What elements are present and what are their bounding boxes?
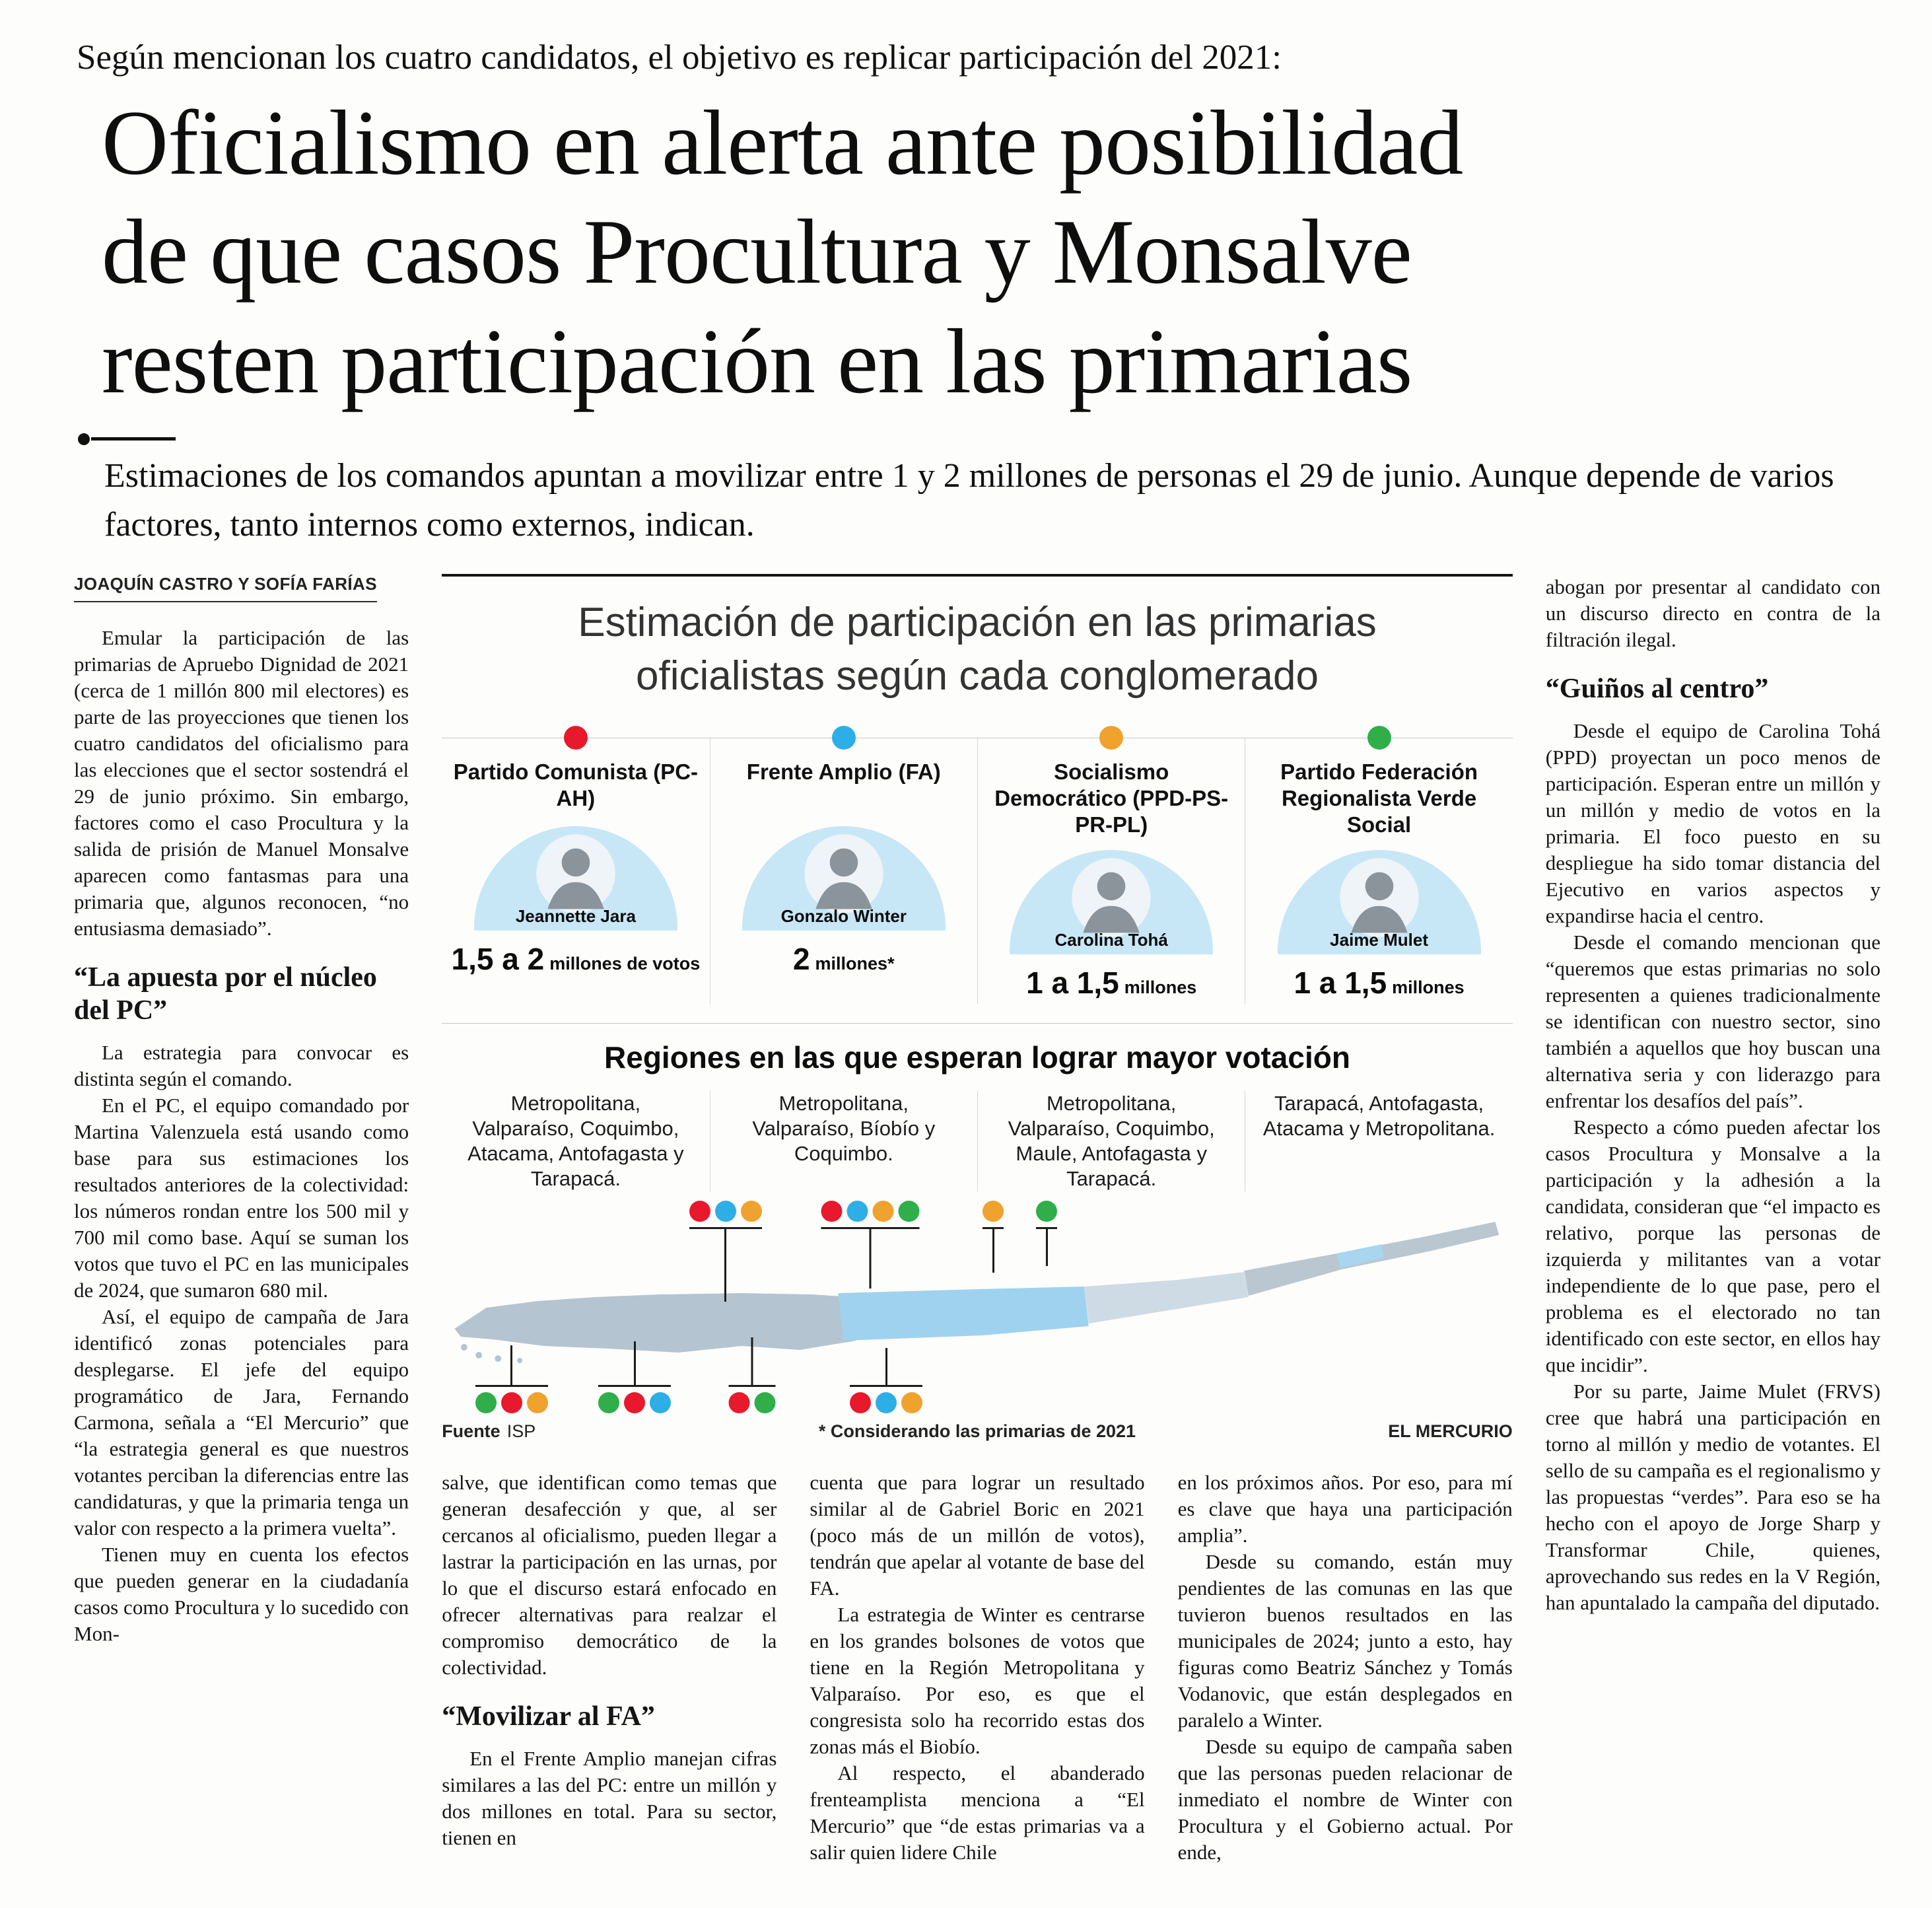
vote-dot	[901, 1392, 922, 1413]
regions-lists	[442, 1091, 1513, 1191]
body-paragraph: Tienen muy en cuenta los efectos que pueden generar en la ciudadanía casos como Procultura y lo sucedido con Mon-	[74, 1542, 409, 1645]
cluster-stem	[510, 1345, 512, 1385]
vote-dot	[1036, 1201, 1057, 1222]
body-paragraph: abogan por presentar al candidato con un discurso directo en contra de la filtración ilegal.	[1545, 575, 1880, 652]
map-dot-cluster	[850, 1348, 922, 1413]
party-color-dot	[1099, 726, 1123, 750]
rule-line	[91, 437, 176, 441]
body-paragraph: Por su parte, Jaime Mulet (FRVS) cree que habrá una participación en torno al millón y medio de votantes. El sello de su campaña es el regionalismo y las propuestas “verdes”. Para eso se ha hecho con el apoyo de Jorge Sharp y Transformar Chile, quienes, aprovechando sus redes en la V Región, han apuntalado la campaña del diputado.	[1545, 1380, 1880, 1615]
vote-dot	[876, 1392, 897, 1413]
votes-number: 1,5 a 2	[451, 941, 545, 976]
party-color-dot	[1367, 726, 1391, 750]
votes-estimate	[450, 941, 701, 977]
infographic-title-line: oficialistas según cada conglomerado	[636, 653, 1319, 699]
body-paragraph: La estrategia de Winter es centrarse en los grandes bolsones de votos que tiene en la Región Metropolitana y Valparaíso. Por eso, es que el congresista solo ha recorrido estas dos zonas más el Biobío.	[810, 1603, 1145, 1759]
person-silhouette-icon	[534, 831, 618, 916]
cluster-stem	[885, 1348, 887, 1385]
region-list-pc: Metropolitana, Valparaíso, Coquimbo, Atacama, Antofagasta y Tarapacá.	[467, 1092, 684, 1191]
candidate-photo	[1278, 850, 1481, 954]
votes-unit: millones	[1392, 977, 1465, 998]
body-paragraph: Así, el equipo de campaña de Jara identificó zonas potenciales para desplegarse. El jefe del equipo programático de Jara, Fernando Carmona, señala a “El Mercurio” que “la estrategia general es que nuestros votantes perciban la diferencias entre las candidaturas, y que la primaria tenga un valor con respecto a la primera vuelta”.	[74, 1304, 409, 1539]
map-dot-cluster	[1036, 1201, 1057, 1266]
vote-dot	[755, 1392, 776, 1413]
candidate-photo	[1010, 850, 1213, 954]
body-paragraph: salve, que identifican como temas que generan desafección y que, al ser cercanos al oficialismo, pueden llegar a lastrar la participación en las urnas, por lo que el discurso estará enfocado en ofrecer alternativas para realzar el compromiso democrático de la colectividad.	[442, 1471, 777, 1679]
body-paragraph: Respecto a cómo pueden afectar los casos Procultura y Monsalve a la participación y la adhesión a la candidata, consideran que “el impacto es relativo, porque las personas de izquierda y militantes van a votar independiente de lo que pase, pero el problema es el electorado no tan identificado con este sector, en ellos hay que incidir”.	[1545, 1115, 1880, 1377]
infographic	[442, 574, 1513, 1442]
body-paragraph: Al respecto, el abanderado frenteamplista menciona a “El Mercurio” que “de estas primarias va a salir quien lidere Chile	[810, 1761, 1145, 1864]
regions-section	[442, 1023, 1513, 1191]
headline-line: de que casos Procultura y Monsalve	[102, 201, 1412, 304]
vote-dot	[729, 1392, 750, 1413]
votes-number: 1 a 1,5	[1294, 966, 1387, 1001]
map-dot-cluster	[821, 1201, 919, 1289]
cluster-bracket	[598, 1385, 671, 1387]
votes-estimate	[1253, 965, 1504, 1001]
candidate-name: Carolina Tohá	[1054, 930, 1168, 950]
body-paragraph: Emular la participación de las primarias de Apruebo Dignidad de 2021 (cerca de 1 millón 800 mil electores) es parte de las proyecciones que tienen los cuatro candidatos del oficialismo para las elecciones que el sector sostendrá el 29 de junio próximo. Sin embargo, factores como el caso Procultura y la salida de prisión de Manuel Monsalve aparecen como fantasmas para una primaria que, algunos reconocen, “no entusiasma demasiado”.	[74, 626, 409, 940]
headline-line: Oficialismo en alerta ante posibilidad	[102, 92, 1463, 195]
vote-dot	[689, 1201, 710, 1222]
vote-dot	[741, 1201, 762, 1222]
region-list-fa: Metropolitana, Valparaíso, Bíobío y Coquimbo.	[710, 1091, 977, 1191]
source-value: ISP	[506, 1421, 536, 1442]
infographic-footer	[442, 1421, 1513, 1442]
vote-dot	[527, 1392, 548, 1413]
headline-line: resten participación en las primarias	[102, 310, 1412, 413]
vote-dot	[850, 1392, 871, 1413]
candidate-name: Jaime Mulet	[1330, 930, 1428, 950]
votes-number: 2	[792, 941, 810, 976]
subhead-guinos-centro: “Guiños al centro”	[1545, 674, 1769, 705]
map-dot-cluster	[689, 1201, 762, 1302]
body-paragraph: Desde el comando mencionan que “queremos que estas primarias no solo representen a quienes tradicionalmente se identifican con nuestro sector, sino también a aquellos que hoy buscan una alternativa seria y con liderazgo para enfrentar los desafíos del país”.	[1545, 931, 1880, 1113]
vote-dot	[983, 1201, 1004, 1222]
cluster-stem	[1046, 1229, 1048, 1266]
bullet-dot	[78, 433, 90, 445]
map-dot-cluster	[983, 1201, 1004, 1273]
column-2	[442, 1469, 776, 1866]
map-dot-cluster	[729, 1337, 776, 1413]
cluster-stem	[869, 1229, 871, 1289]
subhead-movilizar-fa: “Movilizar al FA”	[442, 1701, 655, 1732]
chile-map-band	[442, 1197, 1513, 1415]
column-3	[810, 1469, 1144, 1866]
vote-dot	[821, 1201, 842, 1222]
candidate-cards	[442, 738, 1513, 1005]
column-1	[74, 574, 409, 1866]
party-color-dot	[564, 726, 588, 750]
body-paragraph: Desde el equipo de Carolina Tohá (PPD) proyectan un poco menos de participación. Esperan entre un millón y un millón y medio de votos en la primaria. El foco puesto en su despliegue ha sido tomar distancia del Ejecutivo en varios aspectos y expandirse hacia el centro.	[1545, 719, 1880, 928]
regions-title: Regiones en las que esperan lograr mayor votación	[604, 1040, 1350, 1075]
map-dot-cluster	[475, 1345, 548, 1413]
party-color-dot	[832, 726, 856, 750]
person-silhouette-icon	[1337, 855, 1422, 940]
deck: Estimaciones de los comandos apuntan a movilizar entre 1 y 2 millones de personas el 29 de junio. Aunque depende de varios factores, tanto internos como externos, indican.	[104, 456, 1834, 544]
candidate-photo	[474, 826, 677, 931]
party-name: Partido Federación Regionalista Verde Social	[1280, 759, 1478, 837]
candidate-name: Jeannette Jara	[515, 905, 636, 926]
cluster-stem	[724, 1229, 726, 1302]
card-frvs	[1245, 738, 1512, 1005]
card-pc	[442, 738, 709, 1005]
cluster-bracket	[850, 1385, 922, 1387]
kicker: Según mencionan los cuatro candidatos, el objetivo es replicar participación del 2021:	[77, 38, 1282, 77]
person-silhouette-icon	[802, 831, 886, 916]
infographic-title	[442, 596, 1513, 703]
card-fa	[710, 738, 977, 1005]
party-name: Socialismo Democrático (PPD-PS-PR-PL)	[994, 759, 1229, 837]
body-paragraph: Desde su equipo de campaña saben que las personas pueden relacionar de inmediato el nombre de Winter con Procultura y el Gobierno actual. Por ende,	[1177, 1735, 1513, 1864]
votes-unit: millones*	[815, 953, 895, 973]
cluster-bracket	[475, 1385, 548, 1387]
vote-dot	[898, 1201, 919, 1222]
vote-dot	[501, 1392, 522, 1413]
vote-dot	[846, 1201, 868, 1222]
vote-dot	[624, 1392, 645, 1413]
footnote: * Considerando las primarias de 2021	[818, 1421, 1136, 1442]
vote-dot	[650, 1392, 671, 1413]
person-silhouette-icon	[1069, 855, 1154, 940]
byline: JOAQUÍN CASTRO Y SOFÍA FARÍAS	[74, 574, 377, 602]
source-label: Fuente	[442, 1421, 500, 1442]
body-paragraph: En el PC, el equipo comandado por Martina Valenzuela está usando como base para sus estimaciones los resultados anteriores de la colectividad: los números rondan entre los 500 mil y 700 mil como base. Aquí se suman los votos que tuvo el PC en las municipales de 2024, que sumaron 680 mil.	[74, 1093, 409, 1302]
party-name: Frente Amplio (FA)	[746, 759, 941, 784]
cluster-stem	[634, 1341, 636, 1385]
candidate-name: Gonzalo Winter	[780, 905, 907, 926]
subhead-apuesta-pc: “La apuesta por el núcleo del PC”	[74, 962, 377, 1026]
body-paragraph: En el Frente Amplio manejan cifras similares a las del PC: entre un millón y dos millones en total. Para su sector, tienen en	[442, 1746, 777, 1849]
votes-unit: millones de votos	[549, 953, 701, 973]
infographic-title-line: Estimación de participación en las primarias	[578, 600, 1377, 646]
column-5	[1546, 574, 1880, 1866]
votes-estimate	[718, 941, 969, 977]
body-paragraph: cuenta que para lograr un resultado similar al de Gabriel Boric en 2021 (poco más de un millón de votos), tendrán que apelar al votante de base del FA.	[810, 1471, 1145, 1600]
cluster-stem	[992, 1229, 994, 1273]
body-paragraph: en los próximos años. Por eso, para mí es clave que haya una participación amplia”.	[1177, 1471, 1513, 1547]
column-4	[1178, 1469, 1513, 1866]
vote-dot	[475, 1392, 497, 1413]
region-list-sd: Metropolitana, Valparaíso, Coquimbo, Maule, Antofagasta y Tarapacá.	[977, 1091, 1245, 1191]
cluster-bracket	[729, 1385, 776, 1387]
candidate-photo	[742, 826, 946, 931]
vote-dot	[598, 1392, 619, 1413]
body-paragraph: La estrategia para convocar es distinta según el comando.	[74, 1040, 409, 1090]
source	[442, 1421, 799, 1442]
cluster-stem	[751, 1337, 753, 1385]
votes-unit: millones	[1124, 977, 1197, 998]
votes-estimate	[986, 965, 1237, 1001]
credit: EL MERCURIO	[1388, 1421, 1513, 1442]
vote-dot	[715, 1201, 736, 1222]
card-sd	[977, 738, 1245, 1005]
headline-rule	[78, 433, 1880, 445]
headline	[102, 88, 1880, 416]
region-list-frvs: Tarapacá, Antofagasta, Atacama y Metropolitana.	[1245, 1091, 1512, 1191]
body-paragraph: Desde su comando, están muy pendientes de las comunas en las que tuvieron buenos resultados en las municipales de 2024; junto a esto, hay figuras como Beatriz Sánchez y Tomás Vodanovic, que están desplegados en paralelo a Winter.	[1177, 1550, 1513, 1732]
article-grid	[74, 574, 1880, 1866]
map-dot-cluster	[598, 1341, 671, 1413]
vote-dot	[872, 1201, 893, 1222]
votes-number: 1 a 1,5	[1026, 966, 1119, 1001]
party-name: Partido Comunista (PC-AH)	[453, 759, 699, 810]
